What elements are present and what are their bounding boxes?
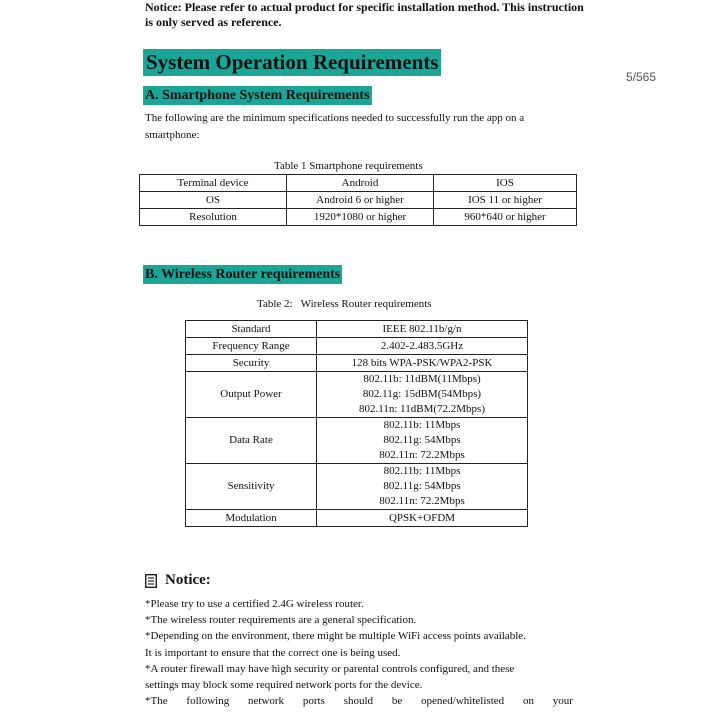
table-row [140, 175, 577, 192]
table-cell: IEEE 802.11b/g/n [317, 321, 528, 338]
section-a-heading: A. Smartphone System Requirements [145, 88, 370, 103]
word: opened/whitelisted [421, 695, 505, 708]
top-notice: Notice: Please refer to actual product for specific installation method. This instruction is only served as reference. [145, 0, 584, 29]
list-item-last [145, 693, 573, 709]
table-row [186, 321, 528, 338]
word: be [391, 695, 403, 708]
table-cell: 1920*1080 or higher [287, 209, 434, 226]
page-indicator: 5/565 [626, 70, 657, 84]
table-cell: Resolution [140, 209, 287, 226]
router-requirements-table [185, 320, 528, 527]
notice-heading [145, 572, 211, 589]
word: on [522, 695, 534, 708]
notice-heading-text: Notice: [165, 572, 211, 588]
table-cell: Terminal device [140, 175, 287, 192]
table-line: 802.11g: 15dBM(54Mbps) [362, 388, 482, 400]
table-line: 802.11n: 72.2Mbps [379, 495, 465, 507]
table-cell: OS [140, 192, 287, 209]
table-cell: IOS 11 or higher [434, 192, 577, 209]
document-list-icon [145, 574, 157, 588]
table-cell: Frequency Range [186, 338, 317, 355]
list-item: *Please try to use a certified 2.4G wireless router. [145, 598, 364, 610]
word: should [343, 695, 374, 708]
table-cell-multiline [317, 464, 528, 510]
table-cell: Output Power [186, 372, 317, 418]
table-row [186, 418, 528, 464]
list-item: *Depending on the environment, there might be multiple WiFi access points available. [145, 630, 526, 643]
word: following [186, 695, 230, 708]
page-title: System Operation Requirements [143, 49, 441, 76]
word: *The [145, 695, 168, 708]
table-line: 802.11n: 11dBM(72.2Mbps) [359, 403, 485, 415]
table-cell: QPSK+OFDM [317, 510, 528, 527]
list-item: *The wireless router requirements are a general specification. [145, 614, 417, 627]
section-a-intro: The following are the minimum specifications needed to successfully run the app on a smartphone: [145, 112, 525, 141]
table-line: 802.11g: 54Mbps [383, 480, 461, 492]
table-cell-multiline [317, 418, 528, 464]
table-cell: Security [186, 355, 317, 372]
table-cell: Data Rate [186, 418, 317, 464]
table-row [140, 209, 577, 226]
table-cell: Android [287, 175, 434, 192]
table-cell: 2.402-2.483.5GHz [317, 338, 528, 355]
table-line: 802.11n: 72.2Mbps [379, 449, 465, 461]
list-item: settings may block some required network ports for the device. [145, 679, 423, 692]
table-cell: 960*640 or higher [434, 209, 577, 226]
table-cell: Standard [186, 321, 317, 338]
word: network [248, 695, 285, 708]
table-line: 802.11g: 54Mbps [383, 434, 461, 446]
section-b-heading: B. Wireless Router requirements [145, 267, 341, 282]
notice-list [145, 596, 575, 709]
table-line: 802.11b: 11Mbps [383, 419, 461, 431]
table-row [140, 192, 577, 209]
table-cell: IOS [434, 175, 577, 192]
table-line: 802.11b: 11dBM(11Mbps) [363, 373, 481, 385]
table-cell: Sensitivity [186, 464, 317, 510]
table-cell: Android 6 or higher [287, 192, 434, 209]
table-line: 802.11b: 11Mbps [383, 465, 461, 477]
word: your [552, 695, 573, 708]
table-row [186, 464, 528, 510]
smartphone-requirements-table [139, 174, 577, 226]
table-row [186, 372, 528, 418]
list-item: It is important to ensure that the correct one is being used. [145, 646, 401, 659]
table1-caption: Table 1 Smartphone requirements [274, 160, 423, 172]
list-item: *A router firewall may have high security or parental controls configured, and these [145, 662, 515, 675]
word: ports [302, 695, 325, 708]
table-row [186, 355, 528, 372]
table-cell-multiline [317, 372, 528, 418]
table-cell: Modulation [186, 510, 317, 527]
table-cell: 128 bits WPA-PSK/WPA2-PSK [317, 355, 528, 372]
table-row [186, 338, 528, 355]
table2-caption: Table 2: Wireless Router requirements [257, 298, 432, 310]
table-row [186, 510, 528, 527]
